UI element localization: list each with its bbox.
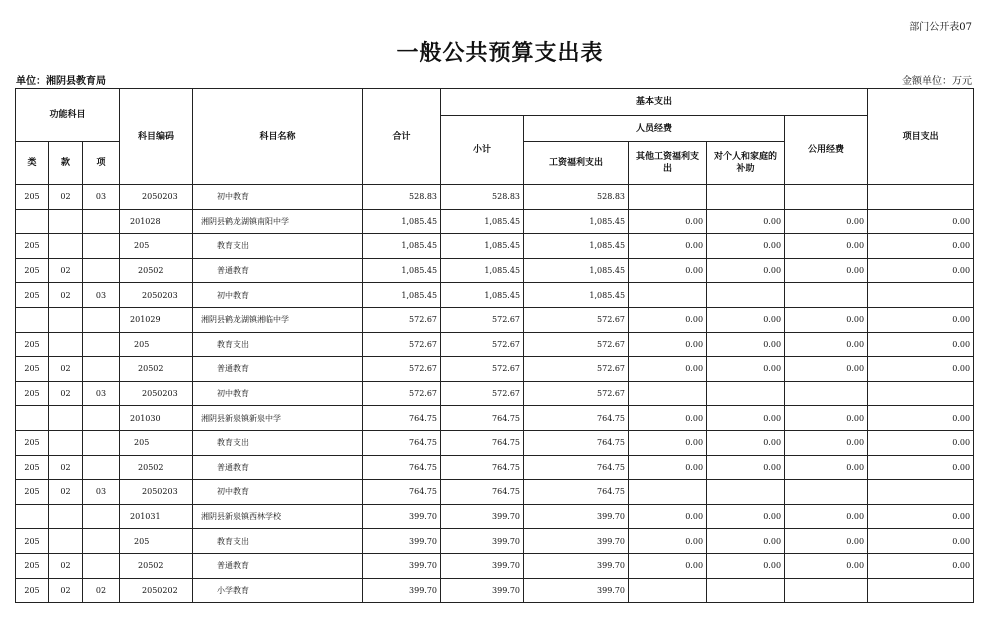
cell-code: 205 [120,430,193,455]
cell-name: 湘阴县鹤龙湖镇南阳中学 [193,209,363,234]
cell-total: 1,085.45 [363,258,441,283]
cell-total: 399.70 [363,553,441,578]
cell-wages: 399.70 [524,504,629,529]
cell-total: 572.67 [363,307,441,332]
table-row [16,209,974,234]
cell-other-wages: 0.00 [629,529,707,554]
cell-family: 0.00 [707,553,785,578]
cell-subtotal: 572.67 [441,307,524,332]
cell-project: 0.00 [868,406,974,431]
cell-wages: 572.67 [524,357,629,382]
cell-total: 399.70 [363,578,441,603]
cell-total: 764.75 [363,480,441,505]
cell-code: 2050203 [120,185,193,210]
table-row [16,357,974,382]
cell-other-wages [629,381,707,406]
cell-code: 20502 [120,455,193,480]
cell-other-wages: 0.00 [629,258,707,283]
cell-subtotal: 764.75 [441,455,524,480]
cell-kuan [49,234,83,259]
cell-kuan: 02 [49,381,83,406]
cell-total: 528.83 [363,185,441,210]
cell-public: 0.00 [785,504,868,529]
cell-xiang: 03 [83,283,120,308]
cell-other-wages: 0.00 [629,455,707,480]
cell-code: 20502 [120,357,193,382]
cell-kuan: 02 [49,258,83,283]
cell-xiang [83,332,120,357]
table-row [16,283,974,308]
cell-wages: 764.75 [524,406,629,431]
cell-public [785,381,868,406]
cell-code: 201029 [120,307,193,332]
table-body [16,185,974,603]
cell-code: 2050202 [120,578,193,603]
table-row [16,529,974,554]
cell-xiang: 03 [83,185,120,210]
cell-lei: 205 [16,578,49,603]
cell-family [707,283,785,308]
cell-other-wages [629,283,707,308]
cell-other-wages [629,578,707,603]
cell-family: 0.00 [707,529,785,554]
header-func-subject: 功能科目 [16,89,120,142]
cell-name: 初中教育 [193,185,363,210]
cell-project: 0.00 [868,553,974,578]
cell-name: 教育支出 [193,529,363,554]
cell-family: 0.00 [707,430,785,455]
cell-subtotal: 528.83 [441,185,524,210]
cell-project: 0.00 [868,209,974,234]
cell-other-wages: 0.00 [629,332,707,357]
header-personnel: 人员经费 [524,116,785,142]
cell-family [707,480,785,505]
cell-code: 20502 [120,258,193,283]
cell-name: 普通教育 [193,357,363,382]
cell-lei: 205 [16,455,49,480]
cell-total: 572.67 [363,332,441,357]
cell-total: 764.75 [363,406,441,431]
report-number-label: 部门公开表07 [909,22,972,33]
cell-kuan: 02 [49,185,83,210]
cell-wages: 528.83 [524,185,629,210]
cell-kuan: 02 [49,357,83,382]
cell-project [868,578,974,603]
cell-subtotal: 399.70 [441,553,524,578]
cell-project: 0.00 [868,455,974,480]
cell-other-wages: 0.00 [629,357,707,382]
cell-public: 0.00 [785,209,868,234]
cell-wages: 764.75 [524,455,629,480]
cell-family: 0.00 [707,307,785,332]
budget-table [15,88,974,603]
header-wages: 工资福利支出 [524,142,629,185]
cell-name: 初中教育 [193,480,363,505]
cell-name: 初中教育 [193,283,363,308]
cell-lei: 205 [16,234,49,259]
cell-project: 0.00 [868,234,974,259]
cell-kuan [49,307,83,332]
cell-xiang: 03 [83,480,120,505]
cell-lei: 205 [16,357,49,382]
cell-family [707,578,785,603]
cell-name: 普通教育 [193,258,363,283]
cell-name: 初中教育 [193,381,363,406]
cell-project [868,381,974,406]
cell-total: 1,085.45 [363,283,441,308]
cell-name: 普通教育 [193,553,363,578]
cell-lei: 205 [16,529,49,554]
cell-name: 普通教育 [193,455,363,480]
cell-total: 399.70 [363,529,441,554]
cell-wages: 399.70 [524,529,629,554]
cell-project: 0.00 [868,357,974,382]
cell-family: 0.00 [707,258,785,283]
cell-lei [16,209,49,234]
cell-wages: 572.67 [524,307,629,332]
cell-family: 0.00 [707,455,785,480]
cell-lei: 205 [16,283,49,308]
cell-wages: 1,085.45 [524,258,629,283]
cell-kuan [49,209,83,234]
money-unit-label: 金额单位：万元 [902,76,972,87]
cell-lei [16,406,49,431]
cell-other-wages: 0.00 [629,234,707,259]
cell-project: 0.00 [868,307,974,332]
header-subtotal: 小计 [441,116,524,185]
cell-public: 0.00 [785,430,868,455]
cell-subtotal: 1,085.45 [441,209,524,234]
table-row [16,578,974,603]
cell-project: 0.00 [868,430,974,455]
header-name: 科目名称 [193,89,363,185]
cell-total: 399.70 [363,504,441,529]
cell-subtotal: 1,085.45 [441,283,524,308]
cell-subtotal: 764.75 [441,406,524,431]
cell-lei: 205 [16,553,49,578]
header-lei: 类 [16,142,49,185]
header-other-wages: 其他工资福利支出 [629,142,707,185]
cell-name: 湘阴县新泉镇西林学校 [193,504,363,529]
cell-wages: 1,085.45 [524,283,629,308]
cell-xiang [83,406,120,431]
cell-xiang [83,307,120,332]
cell-subtotal: 764.75 [441,480,524,505]
header-xiang: 项 [83,142,120,185]
header-public: 公用经费 [785,116,868,185]
table-row [16,455,974,480]
cell-public [785,185,868,210]
cell-total: 764.75 [363,430,441,455]
cell-project: 0.00 [868,504,974,529]
cell-kuan [49,504,83,529]
cell-subtotal: 572.67 [441,357,524,382]
cell-code: 205 [120,332,193,357]
cell-public [785,480,868,505]
page-title: 一般公共预算支出表 [396,40,604,66]
cell-public [785,578,868,603]
cell-family: 0.00 [707,209,785,234]
cell-other-wages: 0.00 [629,430,707,455]
cell-xiang [83,357,120,382]
cell-total: 572.67 [363,381,441,406]
cell-kuan: 02 [49,578,83,603]
cell-wages: 1,085.45 [524,209,629,234]
cell-project [868,283,974,308]
table-row [16,234,974,259]
cell-other-wages [629,480,707,505]
cell-xiang: 02 [83,578,120,603]
table-row [16,332,974,357]
cell-other-wages: 0.00 [629,406,707,431]
cell-lei: 205 [16,332,49,357]
table-row [16,504,974,529]
cell-subtotal: 764.75 [441,430,524,455]
cell-xiang [83,209,120,234]
cell-wages: 1,085.45 [524,234,629,259]
cell-lei: 205 [16,185,49,210]
cell-public: 0.00 [785,455,868,480]
cell-kuan [49,430,83,455]
cell-lei: 205 [16,258,49,283]
cell-code: 201030 [120,406,193,431]
table-row [16,480,974,505]
cell-public: 0.00 [785,332,868,357]
cell-kuan [49,406,83,431]
cell-project [868,185,974,210]
cell-code: 2050203 [120,283,193,308]
cell-subtotal: 572.67 [441,332,524,357]
cell-subtotal: 399.70 [441,578,524,603]
cell-project [868,480,974,505]
cell-subtotal: 572.67 [441,381,524,406]
cell-project: 0.00 [868,332,974,357]
cell-name: 湘阴县新泉镇新泉中学 [193,406,363,431]
cell-public: 0.00 [785,406,868,431]
cell-family: 0.00 [707,234,785,259]
cell-wages: 572.67 [524,332,629,357]
cell-code: 20502 [120,553,193,578]
cell-lei [16,307,49,332]
cell-lei: 205 [16,430,49,455]
cell-wages: 764.75 [524,430,629,455]
cell-subtotal: 1,085.45 [441,258,524,283]
cell-code: 201031 [120,504,193,529]
table-row [16,258,974,283]
cell-lei [16,504,49,529]
cell-code: 2050203 [120,381,193,406]
header-family: 对个人和家庭的补助 [707,142,785,185]
cell-kuan [49,332,83,357]
table-row [16,381,974,406]
cell-subtotal: 399.70 [441,504,524,529]
cell-kuan: 02 [49,480,83,505]
header-kuan: 款 [49,142,83,185]
cell-family [707,185,785,210]
cell-xiang [83,504,120,529]
cell-wages: 399.70 [524,553,629,578]
cell-code: 205 [120,529,193,554]
cell-public: 0.00 [785,234,868,259]
unit-label: 单位：湘阴县教育局 [16,76,106,87]
cell-other-wages: 0.00 [629,307,707,332]
header-total: 合计 [363,89,441,185]
cell-name: 教育支出 [193,332,363,357]
cell-public: 0.00 [785,553,868,578]
cell-wages: 572.67 [524,381,629,406]
cell-xiang: 03 [83,381,120,406]
cell-family: 0.00 [707,332,785,357]
cell-public: 0.00 [785,529,868,554]
cell-xiang [83,258,120,283]
cell-total: 764.75 [363,455,441,480]
cell-family: 0.00 [707,504,785,529]
cell-code: 2050203 [120,480,193,505]
cell-xiang [83,234,120,259]
cell-wages: 399.70 [524,578,629,603]
cell-other-wages: 0.00 [629,504,707,529]
cell-public: 0.00 [785,357,868,382]
cell-other-wages: 0.00 [629,209,707,234]
table-row [16,553,974,578]
cell-kuan [49,529,83,554]
header-code: 科目编码 [120,89,193,185]
table-row [16,406,974,431]
cell-subtotal: 399.70 [441,529,524,554]
cell-name: 教育支出 [193,234,363,259]
cell-code: 201028 [120,209,193,234]
cell-kuan: 02 [49,283,83,308]
cell-family: 0.00 [707,357,785,382]
cell-name: 教育支出 [193,430,363,455]
cell-name: 湘阴县鹤龙湖镇湘临中学 [193,307,363,332]
cell-code: 205 [120,234,193,259]
cell-family: 0.00 [707,406,785,431]
cell-subtotal: 1,085.45 [441,234,524,259]
table-row [16,307,974,332]
cell-total: 572.67 [363,357,441,382]
cell-public: 0.00 [785,258,868,283]
cell-kuan: 02 [49,455,83,480]
cell-wages: 764.75 [524,480,629,505]
cell-lei: 205 [16,480,49,505]
header-project: 项目支出 [868,89,974,185]
cell-lei: 205 [16,381,49,406]
cell-xiang [83,455,120,480]
cell-total: 1,085.45 [363,234,441,259]
cell-family [707,381,785,406]
header-basic: 基本支出 [441,89,868,116]
table-row [16,185,974,210]
cell-public: 0.00 [785,307,868,332]
cell-other-wages: 0.00 [629,553,707,578]
cell-kuan: 02 [49,553,83,578]
cell-other-wages [629,185,707,210]
cell-project: 0.00 [868,529,974,554]
cell-xiang [83,430,120,455]
cell-public [785,283,868,308]
table-header [16,89,974,185]
cell-project: 0.00 [868,258,974,283]
cell-xiang [83,529,120,554]
table-row [16,430,974,455]
cell-name: 小学教育 [193,578,363,603]
cell-xiang [83,553,120,578]
cell-total: 1,085.45 [363,209,441,234]
